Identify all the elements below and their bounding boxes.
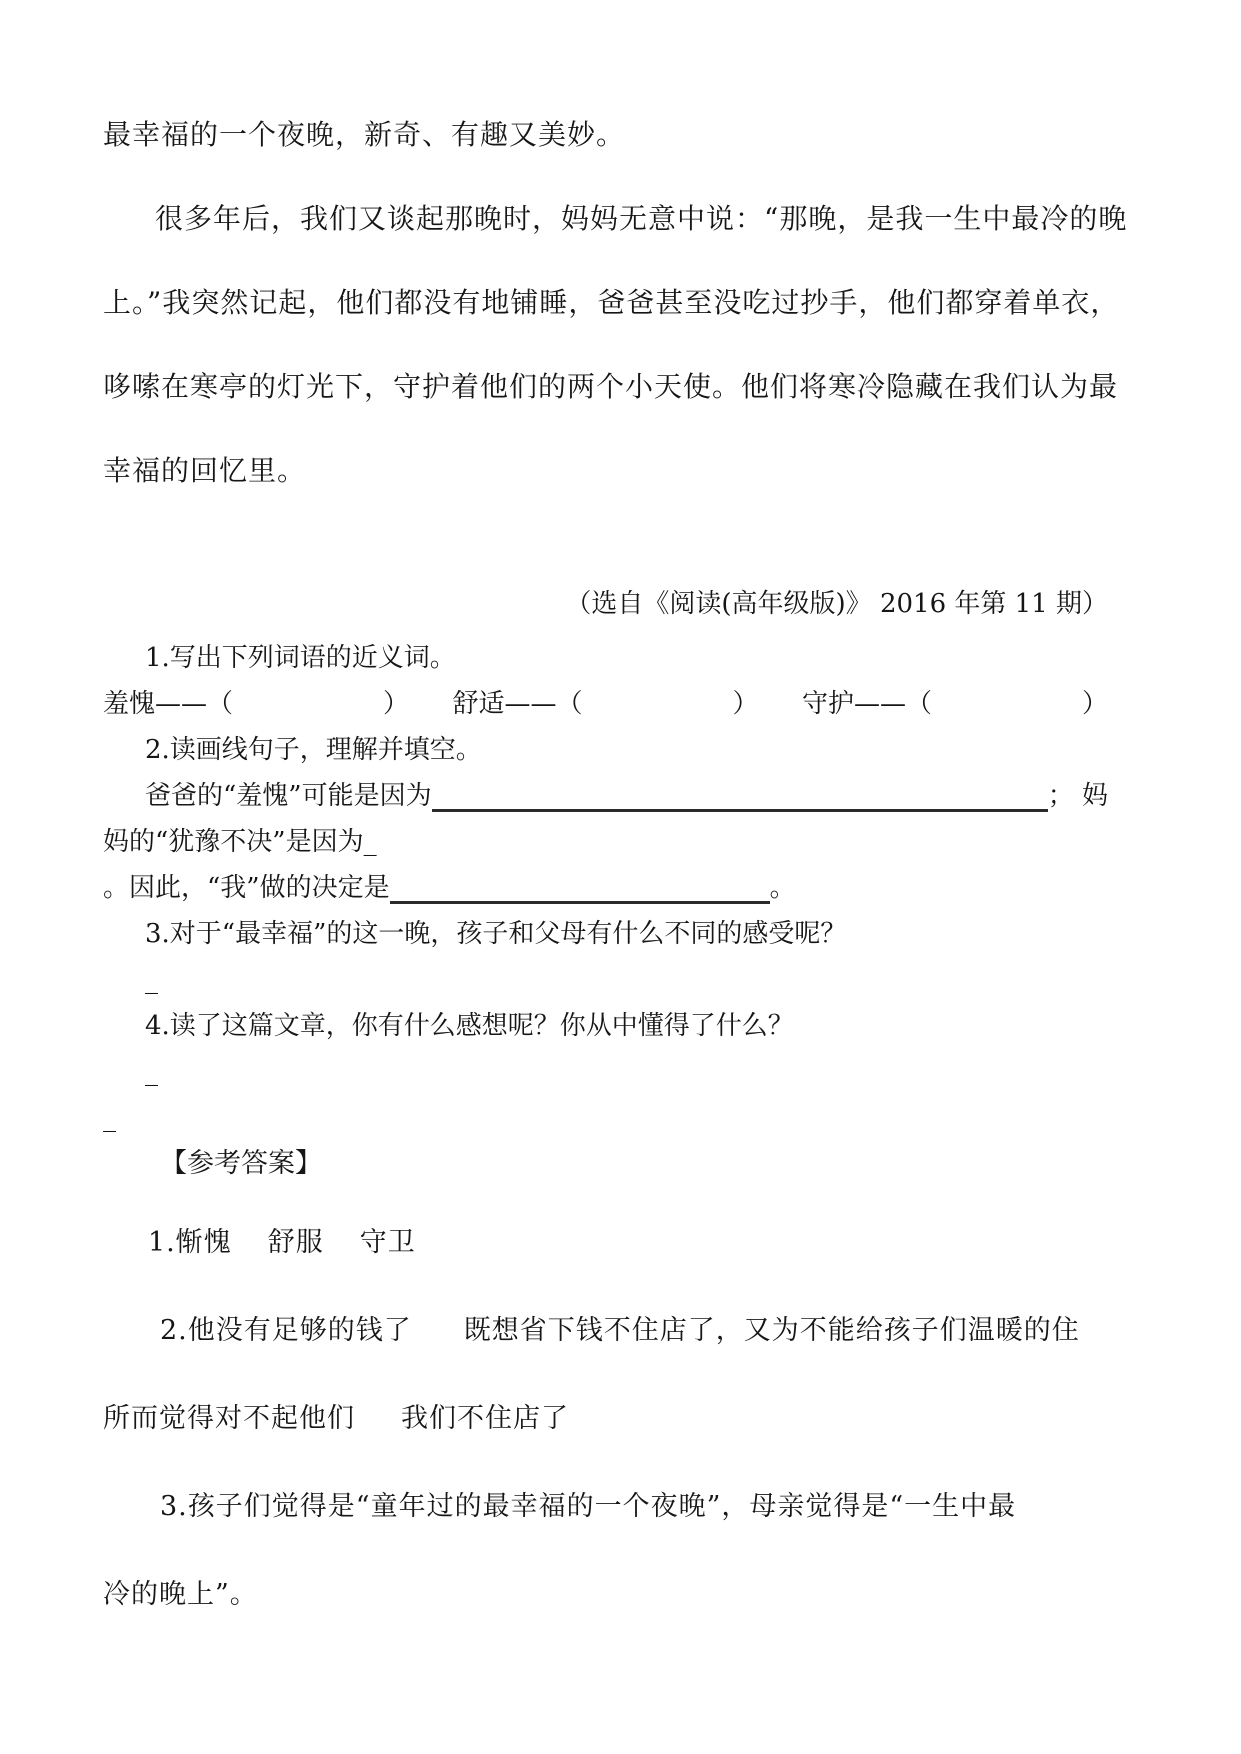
story-paragraph-line: 哆嗦在寒亭的灯光下，守护着他们的两个小天使。他们将寒冷隐藏在我们认为最 bbox=[103, 370, 1119, 403]
fill-suffix-father: ； 妈 bbox=[1047, 781, 1108, 811]
story-paragraph-line: 最幸福的一个夜晚，新奇、有趣又美妙。 bbox=[103, 118, 626, 151]
answer-space-dash: _ bbox=[103, 1103, 116, 1133]
synonym-word-prefix: 舒适——（ bbox=[452, 689, 583, 719]
answer-space-dash: _ bbox=[145, 1057, 158, 1087]
story-paragraph-line: 幸福的回忆里。 bbox=[103, 454, 307, 487]
source-attribution: （选自《阅读(高年级版)》 2016 年第 11 期） bbox=[565, 589, 1108, 619]
synonym-blank-item bbox=[452, 681, 758, 727]
answer-segment: 守卫 bbox=[359, 1227, 416, 1258]
answer-segment: 2.他没有足够的钱了 bbox=[160, 1315, 412, 1346]
question-3-label: 3.对于“最幸福”的这一晚，孩子和父母有什么不同的感受呢？ bbox=[145, 919, 847, 949]
fill-suffix-decision: 。 bbox=[769, 873, 796, 903]
fill-blank-line-father bbox=[103, 773, 1108, 819]
synonym-word-prefix: 羞愧——（ bbox=[103, 689, 234, 719]
reference-answer-3-line-1: 3.孩子们觉得是“童年过的最幸福的一个夜晚”，母亲觉得是“一生中最 bbox=[160, 1491, 1017, 1522]
reference-answer-1 bbox=[103, 1199, 1108, 1287]
fill-blank-line-decision bbox=[103, 865, 1108, 911]
fill-blank-line-mother: 妈的“犹豫不决”是因为_ bbox=[103, 827, 377, 857]
answer-blank-underline bbox=[432, 804, 1048, 812]
question-4-label: 4.读了这篇文章，你有什么感想呢？你从中懂得了什么？ bbox=[145, 1011, 794, 1041]
synonym-blank-item bbox=[103, 681, 409, 727]
answer-blank-underline bbox=[390, 896, 770, 904]
synonym-blank-item bbox=[802, 681, 1108, 727]
answer-segment: 舒服 bbox=[267, 1227, 324, 1258]
synonym-word-suffix: ） bbox=[1081, 689, 1108, 719]
story-paragraph-line: 很多年后，我们又谈起那晚时，妈妈无意中说：“那晚，是我一生中最冷的晚 bbox=[155, 202, 1128, 235]
answer-segment: 我们不住店了 bbox=[401, 1403, 569, 1434]
reference-answer-2-line-1 bbox=[103, 1287, 1108, 1375]
answer-segment: 1.惭愧 bbox=[148, 1227, 232, 1258]
answer-segment: 既想省下钱不住店了，又为不能给孩子们温暖的住 bbox=[463, 1315, 1080, 1346]
reference-answer-3-line-2: 冷的晚上”。 bbox=[103, 1579, 258, 1610]
question-1-label: 1.写出下列词语的近义词。 bbox=[145, 643, 456, 673]
synonym-word-suffix: ） bbox=[732, 689, 759, 719]
answer-space-dash: _ bbox=[145, 965, 158, 995]
reference-answer-2-line-2 bbox=[103, 1375, 1108, 1463]
fill-prefix-father: 爸爸的“羞愧”可能是因为 bbox=[145, 781, 432, 811]
answer-segment: 所而觉得对不起他们 bbox=[103, 1403, 355, 1434]
question-2-label: 2.读画线句子，理解并填空。 bbox=[145, 735, 482, 765]
story-paragraph-line: 上。”我突然记起，他们都没有地铺睡，爸爸甚至没吃过抄手，他们都穿着单衣， bbox=[103, 286, 1120, 319]
synonym-blank-row bbox=[103, 681, 1108, 727]
fill-prefix-decision: 。因此，“我”做的决定是 bbox=[103, 873, 390, 903]
synonym-word-suffix: ） bbox=[383, 689, 410, 719]
synonym-word-prefix: 守护——（ bbox=[801, 689, 932, 719]
reference-answers-header: 【参考答案】 bbox=[160, 1148, 322, 1179]
